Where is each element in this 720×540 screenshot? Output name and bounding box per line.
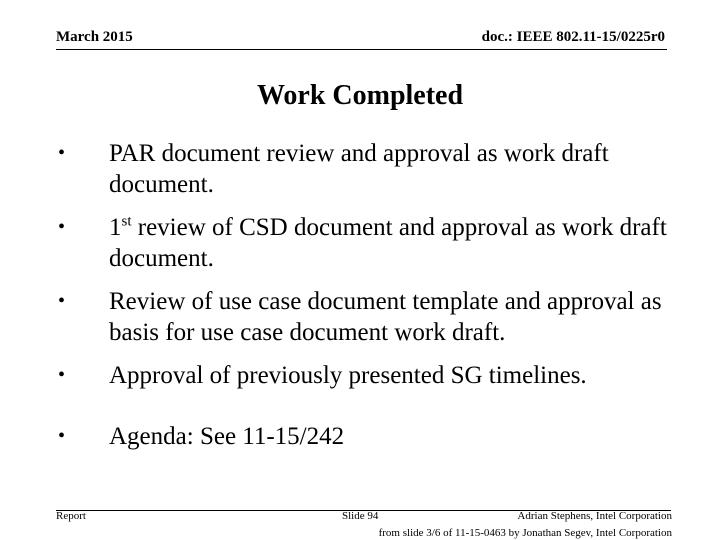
bullet-text: Review of use case document template and approval as basis for use case document work draft. <box>109 288 662 346</box>
footer-author: Adrian Stephens, Intel Corporation <box>517 510 672 522</box>
bullet-item <box>58 138 698 200</box>
bullet-rest: review of CSD document and approval as work draft document. <box>109 214 667 272</box>
bullet-text: PAR document review and approval as work draft document. <box>109 140 609 198</box>
header-rule <box>56 49 667 50</box>
bullet-marker: • <box>58 216 66 238</box>
footer-slide-number: Slide 94 <box>342 510 379 522</box>
bullet-text <box>109 214 667 272</box>
bullet-text: Agenda: See 11-15/242 <box>109 423 345 450</box>
footer-source-note: from slide 3/6 of 11-15-0463 by Jonathan Segev, Intel Corporation <box>378 527 672 539</box>
footer-left: Report <box>56 510 86 522</box>
bullet-item <box>58 360 698 391</box>
bullet-marker: • <box>58 142 66 164</box>
bullet-marker: • <box>58 425 66 447</box>
bullet-item <box>58 212 698 274</box>
bullet-item <box>58 421 698 452</box>
bullet-superscript: st <box>121 213 132 230</box>
bullet-list <box>58 138 698 464</box>
bullet-prefix: 1 <box>109 214 122 241</box>
header-doc-id: doc.: IEEE 802.11-15/0225r0 <box>481 29 665 45</box>
bullet-item <box>58 286 698 348</box>
slide-title: Work Completed <box>256 80 464 111</box>
header-date: March 2015 <box>56 29 133 45</box>
bullet-text: Approval of previously presented SG timelines. <box>109 362 587 389</box>
bullet-marker: • <box>58 290 66 312</box>
bullet-marker: • <box>58 364 66 386</box>
